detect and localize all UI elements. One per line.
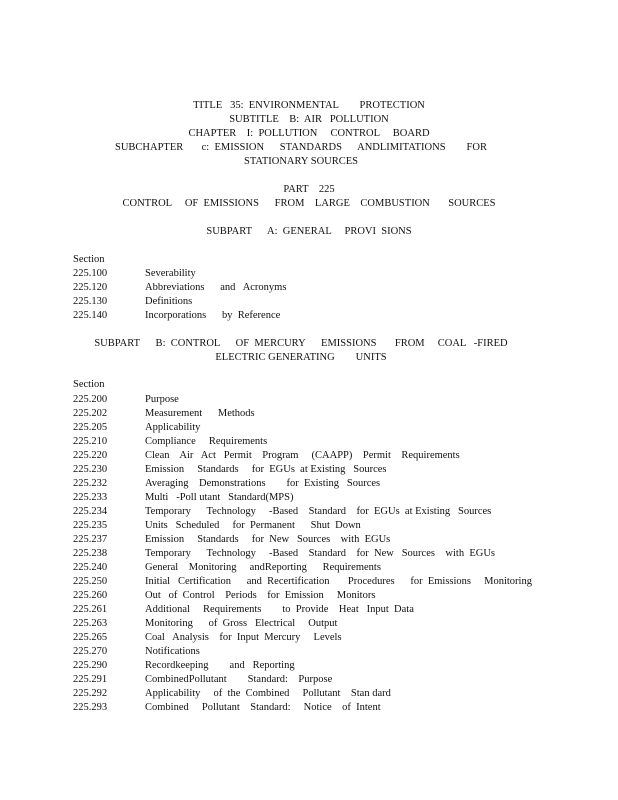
section-title: Additional Requirements to Provide Heat Input Data <box>145 604 414 615</box>
section-number: 225.220 <box>73 450 108 461</box>
section-number: 225.233 <box>73 492 108 503</box>
section-title: Incorporations by Reference <box>145 310 281 321</box>
section-title: Coal Analysis for Input Mercury Levels <box>145 632 342 643</box>
section-title: Emission Standards for EGUs at Existing Sources <box>145 464 387 475</box>
section-title: Recordkeeping and Reporting <box>145 660 295 671</box>
section-number: 225.235 <box>73 520 108 531</box>
subtitle-line: SUBTITLE B: AIR POLLUTION <box>229 114 389 125</box>
part-title: CONTROL OF EMISSIONS FROM LARGE COMBUSTION SOURCES <box>122 198 496 209</box>
section-title: Temporary Technology -Based Standard for New Sources with EGUs <box>145 548 496 559</box>
section-number: 225.130 <box>73 296 108 307</box>
section-title: Combined Pollutant Standard: Notice of Intent <box>145 702 381 713</box>
title-line: TITLE 35: ENVIRONMENTAL PROTECTION <box>193 100 425 111</box>
section-title: Multi -Poll utant Standard(MPS) <box>145 492 294 503</box>
section-title: Notifications <box>145 646 200 657</box>
section-number: 225.210 <box>73 436 108 447</box>
section-number: 225.234 <box>73 506 108 517</box>
chapter-line: CHAPTER I: POLLUTION CONTROL BOARD <box>188 128 430 139</box>
section-title: Purpose <box>145 394 179 405</box>
section-title: Averaging Demonstrations for Existing Sources <box>145 478 381 489</box>
section-number: 225.293 <box>73 702 108 713</box>
section-number: 225.263 <box>73 618 108 629</box>
section-title: Compliance Requirements <box>145 436 268 447</box>
section-title: Monitoring of Gross Electrical Output <box>145 618 338 629</box>
section-number: 225.140 <box>73 310 108 321</box>
section-title: Out of Control Periods for Emission Monitors <box>145 590 376 601</box>
section-title: Initial Certification and Recertification Procedures for Emissions Monitoring <box>145 576 532 587</box>
section-title: Abbreviations and Acronyms <box>145 282 287 293</box>
section-number: 225.240 <box>73 562 108 573</box>
section-number: 225.200 <box>73 394 108 405</box>
section-number: 225.120 <box>73 282 108 293</box>
section-title: Emission Standards for New Sources with EGUs <box>145 534 391 545</box>
section-number: 225.290 <box>73 660 108 671</box>
section-title: Definitions <box>145 296 193 307</box>
section-number: 225.265 <box>73 632 108 643</box>
section-number: 225.232 <box>73 478 108 489</box>
section-title: General Monitoring andReporting Requirements <box>145 562 381 573</box>
section-label-a: Section <box>73 254 105 265</box>
section-title: Applicability <box>145 422 201 433</box>
section-number: 225.260 <box>73 590 108 601</box>
section-number: 225.205 <box>73 422 108 433</box>
section-number: 225.261 <box>73 604 108 615</box>
section-number: 225.238 <box>73 548 108 559</box>
subpart-b-title: SUBPART B: CONTROL OF MERCURY EMISSIONS FROM COAL -FIRED ELECTRIC GENERATING UNITS <box>94 338 519 363</box>
section-title: Measurement Methods <box>145 408 255 419</box>
part-line: PART 225 <box>283 184 335 195</box>
section-number: 225.100 <box>73 268 108 279</box>
section-number: 225.250 <box>73 576 108 587</box>
section-number: 225.270 <box>73 646 108 657</box>
section-title: Clean Air Act Permit Program (CAAPP) Permit Requirements <box>145 450 460 461</box>
section-title: CombinedPollutant Standard: Purpose <box>145 674 333 685</box>
section-number: 225.291 <box>73 674 108 685</box>
section-title: Severability <box>145 268 196 279</box>
subpart-a-title: SUBPART A: GENERAL PROVI SIONS <box>206 226 412 237</box>
section-title: Units Scheduled for Permanent Shut Down <box>145 520 361 531</box>
section-title: Applicability of the Combined Pollutant Stan dard <box>145 688 391 699</box>
subchapter-line: SUBCHAPTER c: EMISSION STANDARDS ANDLIMITATIONS FOR STATIONARY SOURCES <box>115 142 495 167</box>
section-label-b: Section <box>73 379 105 390</box>
section-number: 225.292 <box>73 688 108 699</box>
section-number: 225.202 <box>73 408 108 419</box>
section-number: 225.237 <box>73 534 108 545</box>
section-title: Temporary Technology -Based Standard for EGUs at Existing Sources <box>145 506 492 517</box>
section-number: 225.230 <box>73 464 108 475</box>
